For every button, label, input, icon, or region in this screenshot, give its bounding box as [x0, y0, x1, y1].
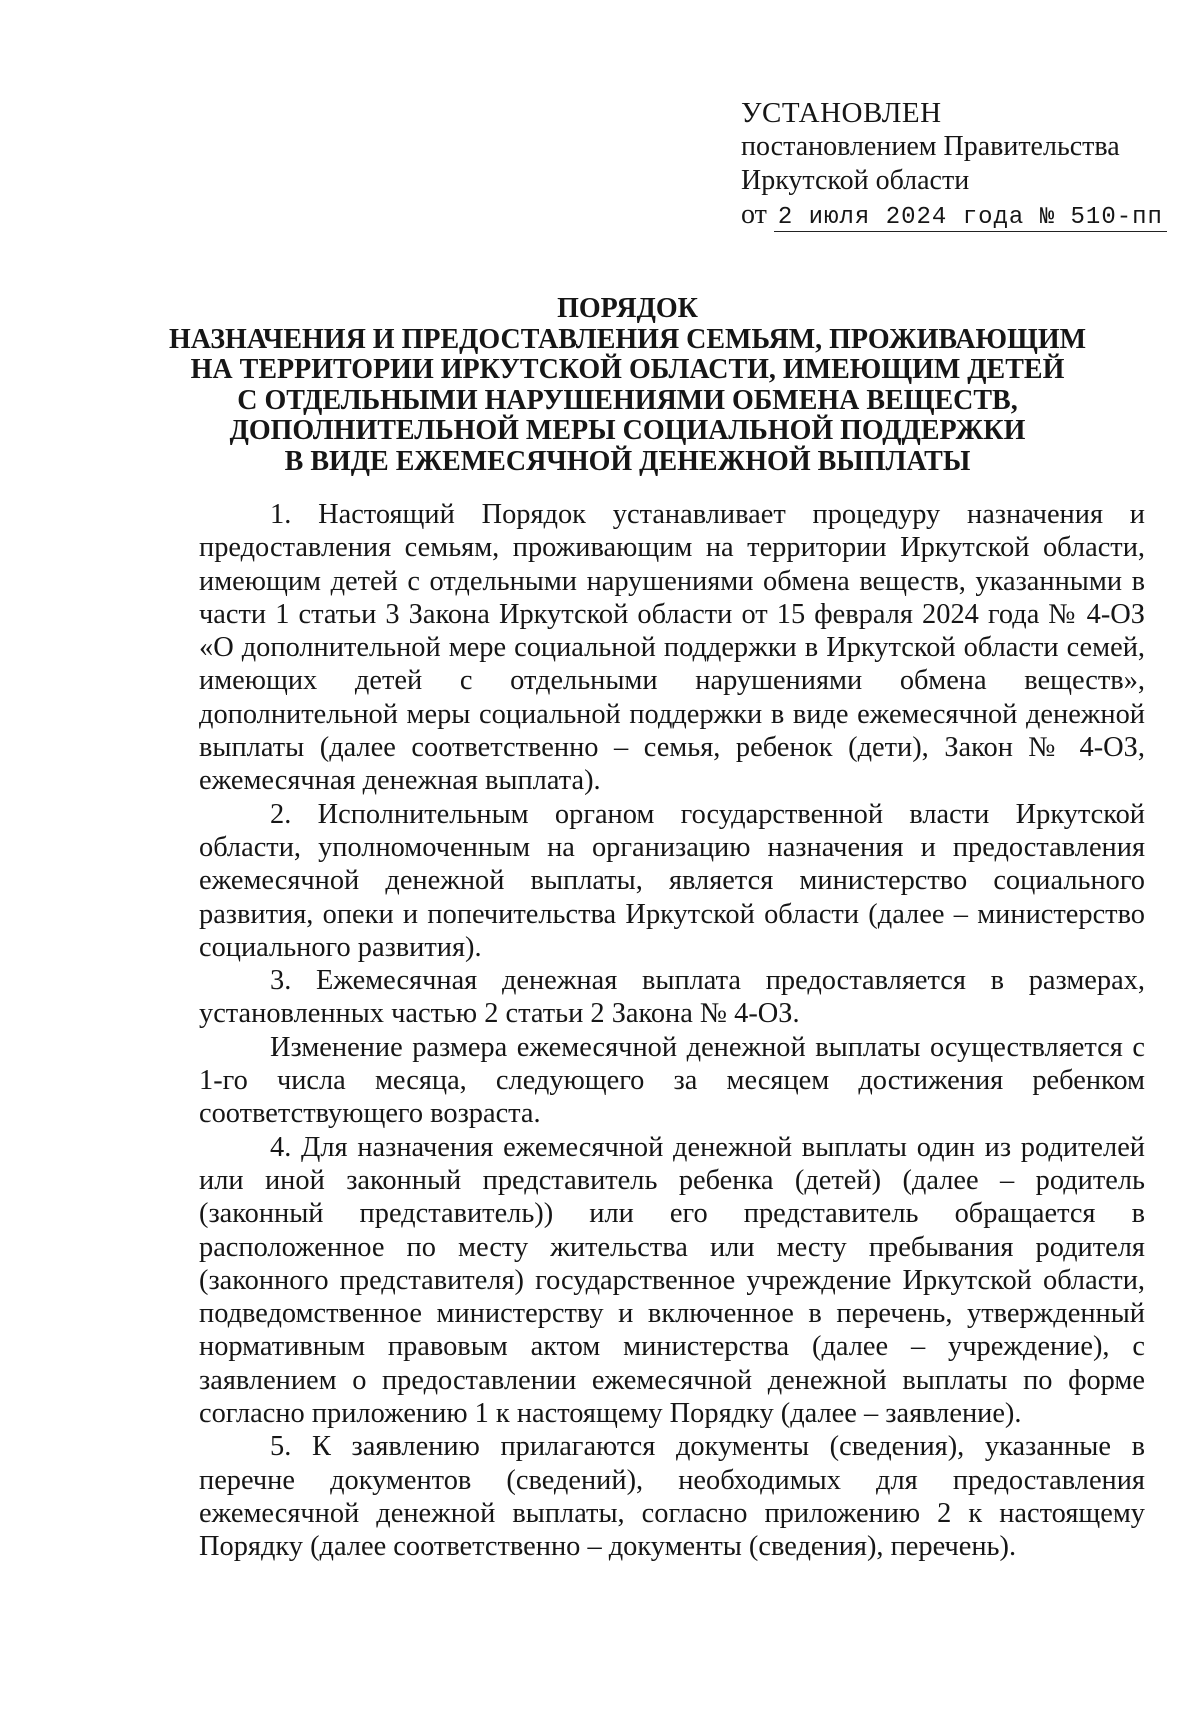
title-line: ПОРЯДОК: [557, 293, 698, 324]
title-line: ДОПОЛНИТЕЛЬНОЙ МЕРЫ СОЦИАЛЬНОЙ ПОДДЕРЖКИ: [229, 415, 1026, 446]
approval-region-line: Иркутской области: [741, 165, 970, 196]
paragraph-3: 3. Ежемесячная денежная выплата предоставляется в размерах, установленных частью 2 статьи 2 Закона № 4-ОЗ.: [199, 965, 1145, 1030]
title-line: В ВИДЕ ЕЖЕМЕСЯЧНОЙ ДЕНЕЖНОЙ ВЫПЛАТЫ: [284, 445, 971, 477]
approval-status: УСТАНОВЛЕН: [741, 97, 942, 129]
document-title: [150, 294, 1105, 477]
paragraph-3-continued: Изменение размера ежемесячной денежной выплаты осуществляется с 1-го числа месяца, следующего за месяцем достижения ребенком соответствующего возраста.: [199, 1031, 1145, 1130]
title-line: С ОТДЕЛЬНЫМИ НАРУШЕНИЯМИ ОБМЕНА ВЕЩЕСТВ,: [237, 384, 1018, 416]
document-body: [199, 498, 1145, 1564]
title-line: НАЗНАЧЕНИЯ И ПРЕДОСТАВЛЕНИЯ СЕМЬЯМ, ПРОЖИВАЮЩИМ: [168, 323, 1087, 355]
paragraph-5: 5. К заявлению прилагаются документы (сведения), указанные в перечне документов (сведений), необходимых для предоставления ежемесячной денежной выплаты, согласно приложению 2 к настоящему Порядку (далее соответственно – документы (сведения), перечень).: [199, 1431, 1145, 1563]
approval-authority-line: постановлением Правительства: [741, 131, 1120, 162]
paragraph-1: 1. Настоящий Порядок устанавливает процедуру назначения и предоставления семьям, проживающим на территории Иркутской области, имеющим детей с отдельными нарушениями обмена веществ, указанными в части 1 статьи 3 Закона Иркутской области от 15 февраля 2024 года № 4-ОЗ «О дополнительной мере социальной поддержки в Иркутской области семей, имеющих детей с отдельными нарушениями обмена веществ», дополнительной меры социальной поддержки в виде ежемесячной денежной выплаты (далее соответственно – семья, ребенок (дети), Закон № 4-ОЗ, ежемесячная денежная выплата).: [199, 499, 1145, 797]
resolution-date-number: 2 июля 2024 года № 510-пп: [774, 204, 1167, 232]
paragraph-4: 4. Для назначения ежемесячной денежной выплаты один из родителей или иной законный представитель ребенка (детей) (далее – родитель (законный представитель)) или его представитель обращается в расположенное по месту жительства или месту пребывания родителя (законного представителя) государственное учреждение Иркутской области, подведомственное министерству и включенное в перечень, утвержденный нормативным правовым актом министерства (далее – учреждение), с заявлением о предоставлении ежемесячной денежной выплаты по форме согласно приложению 1 к настоящему Порядку (далее – заявление).: [199, 1131, 1145, 1430]
paragraph-2: 2. Исполнительным органом государственной власти Иркутской области, уполномоченным на организацию назначения и предоставления ежемесячной денежной выплаты, является министерство социального развития, опеки и попечительства Иркутской области (далее – министерство социального развития).: [199, 798, 1145, 963]
approval-date-line: [741, 198, 1161, 235]
title-line: НА ТЕРРИТОРИИ ИРКУТСКОЙ ОБЛАСТИ, ИМЕЮЩИМ ДЕТЕЙ: [190, 354, 1065, 385]
date-prefix: от: [741, 199, 767, 230]
approval-block: [741, 96, 1161, 235]
